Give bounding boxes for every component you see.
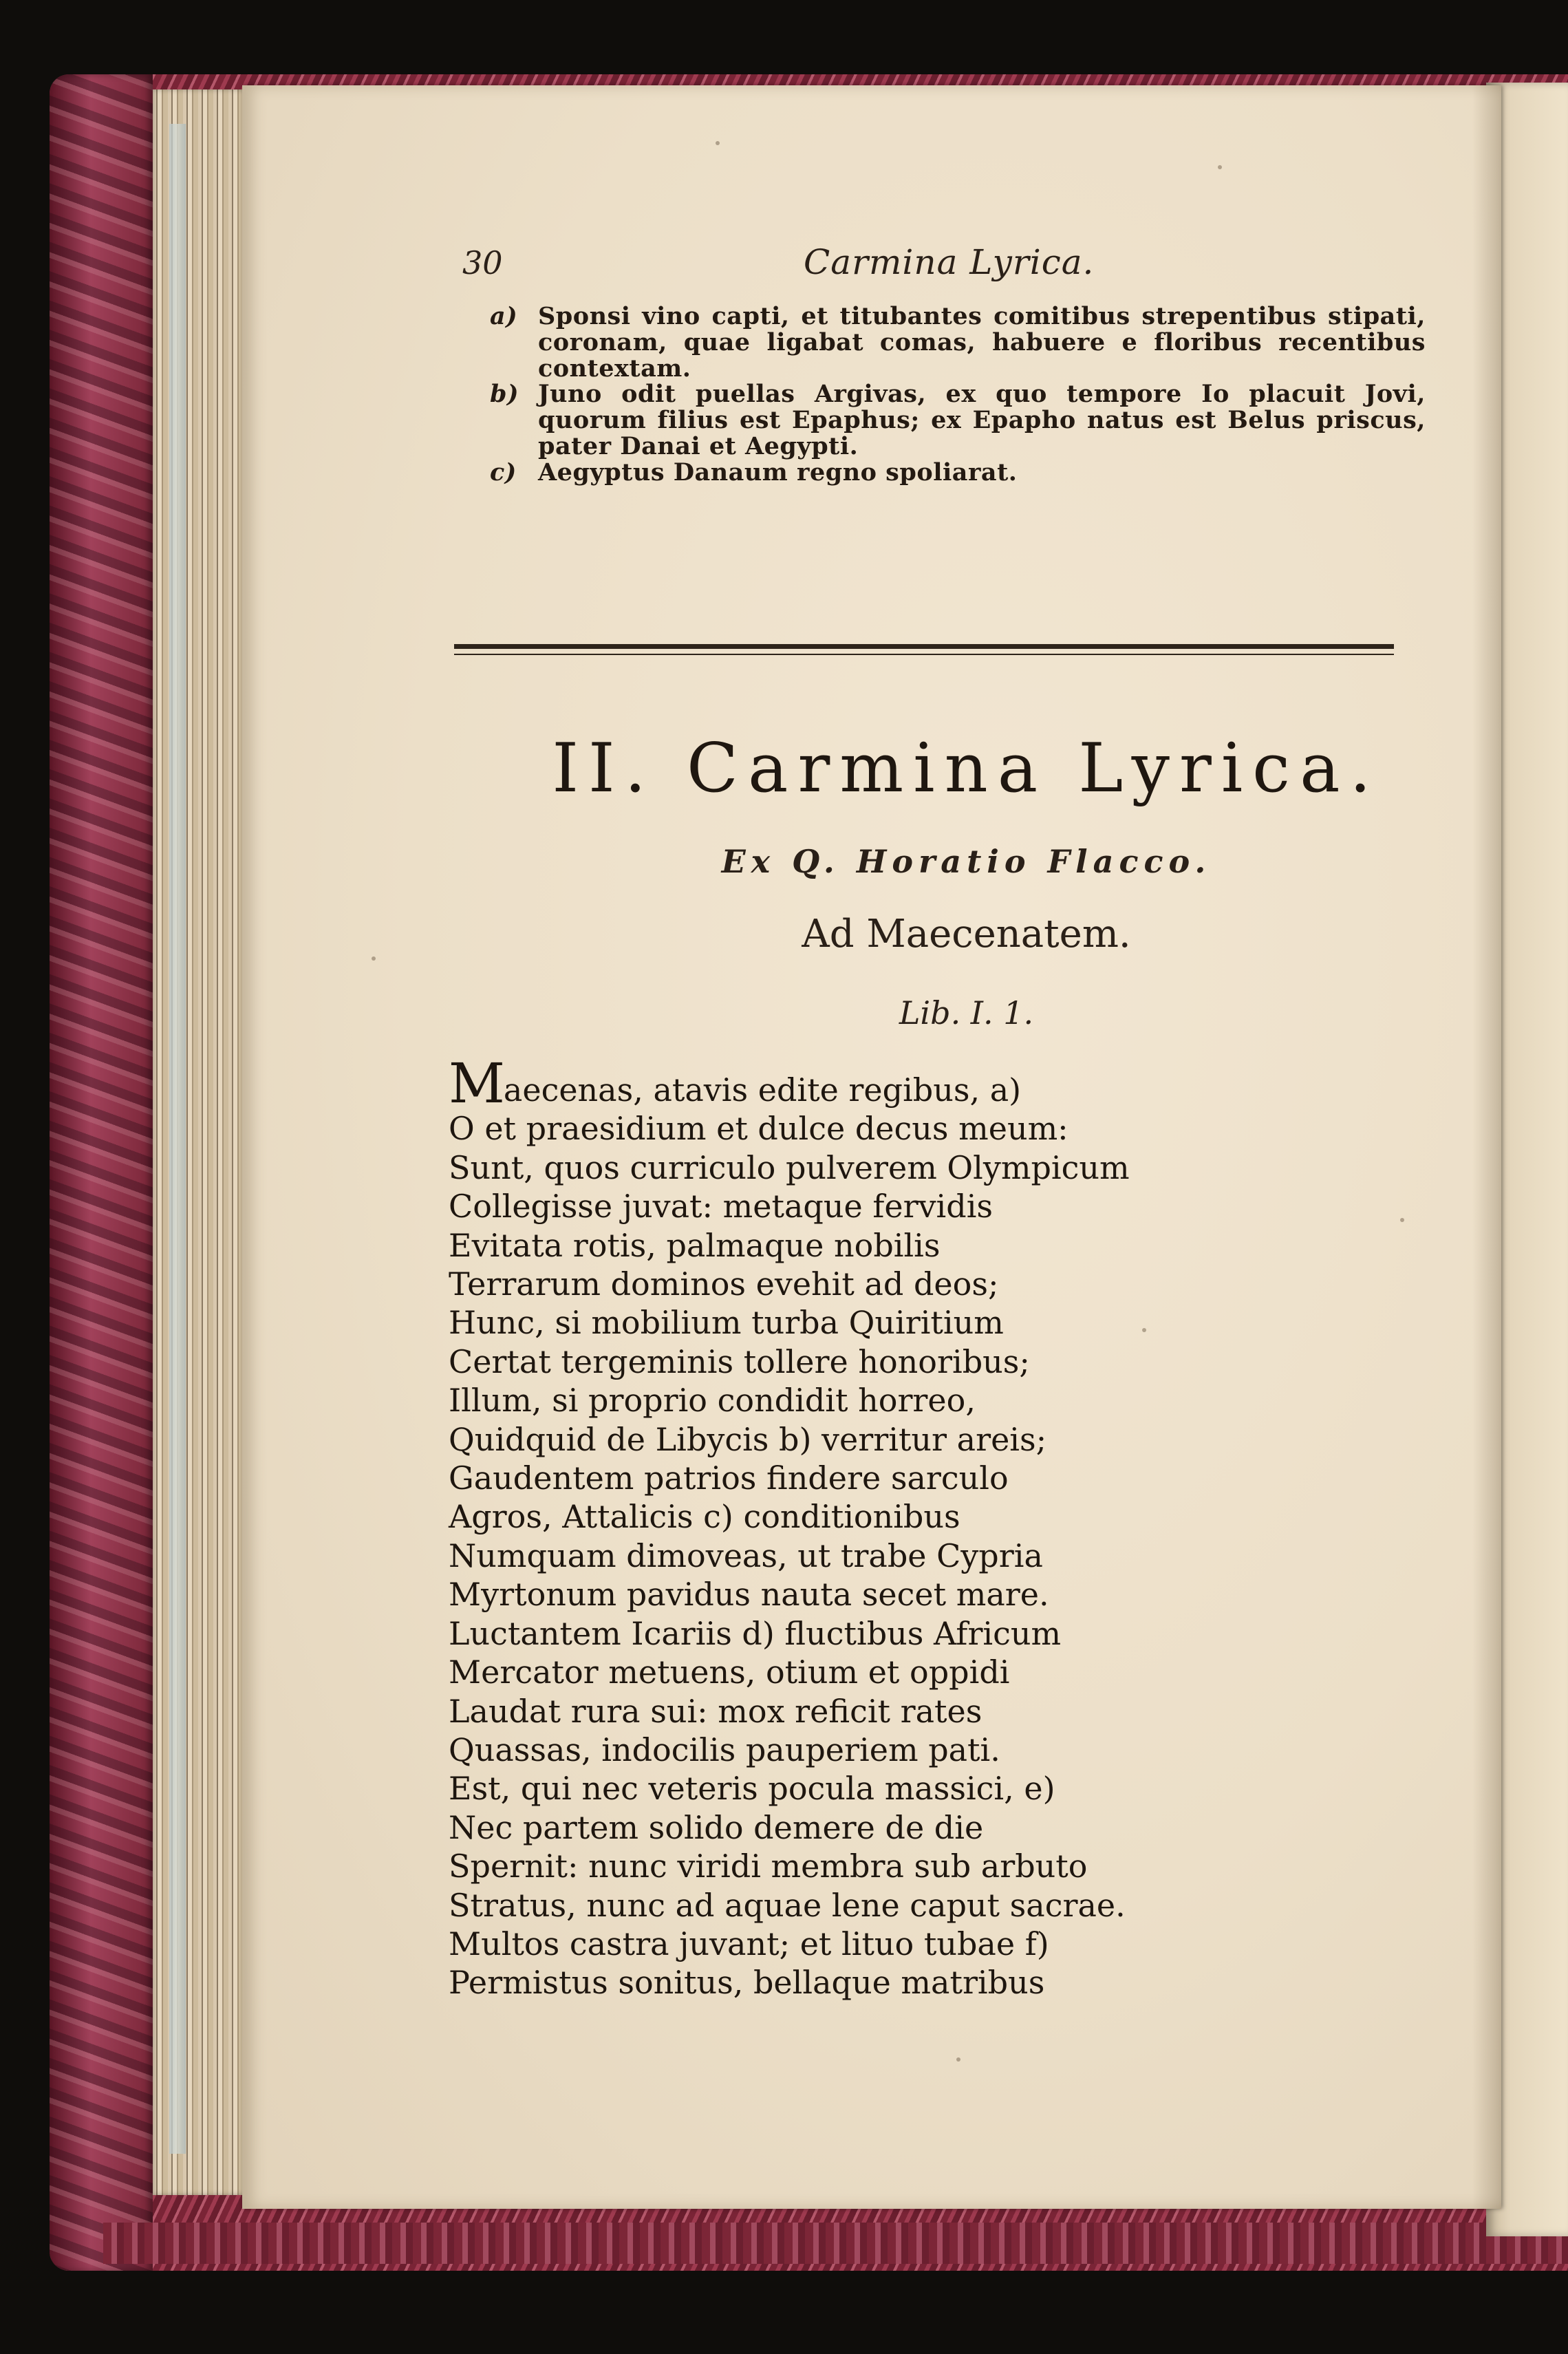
section-title: II. Carmina Lyrica. bbox=[552, 729, 1381, 808]
drop-cap: M bbox=[449, 1051, 504, 1115]
verse-line: Myrtonum pavidus nauta secet mare. bbox=[449, 1576, 1049, 1614]
verse-text: aecenas, atavis edite regibus, a) bbox=[503, 1071, 1022, 1109]
paper-speck bbox=[956, 2057, 960, 2062]
cover-spine-edge bbox=[50, 74, 153, 2271]
verse-line: Luctantem Icariis d) fluctibus Africum bbox=[449, 1614, 1062, 1652]
cover-bottom-edge bbox=[103, 2223, 1568, 2264]
footnote-label: b) bbox=[490, 380, 519, 409]
verse-line: Laudat rura sui: mox reficit rates bbox=[449, 1692, 982, 1730]
section-subtitle: Ex Q. Horatio Flacco. bbox=[721, 843, 1212, 880]
footnote-label: c) bbox=[490, 458, 517, 486]
footnotes bbox=[490, 303, 1426, 486]
verse-line bbox=[449, 1051, 1343, 1115]
paper-speck bbox=[1400, 1218, 1404, 1222]
verse-line: Terrarum dominos evehit ad deos; bbox=[449, 1265, 999, 1303]
footnote-text: Sponsi vino capti, et titubantes comitibus strepentibus stipati, coronam, quae ligabat comas, habuere e floribus recentibus contextam. bbox=[538, 302, 1426, 383]
running-title: Carmina Lyrica. bbox=[804, 242, 1095, 282]
page-gutter-shade bbox=[1472, 85, 1501, 2209]
footnote-b bbox=[490, 381, 1426, 459]
verse-line: Agros, Attalicis c) conditionibus bbox=[449, 1498, 960, 1536]
paper-speck bbox=[1218, 165, 1222, 169]
verse-line: Certat tergeminis tollere honoribus; bbox=[449, 1342, 1030, 1380]
footnote-c bbox=[490, 460, 1426, 486]
book-reference: Lib. I. 1. bbox=[899, 994, 1034, 1031]
verse-line: Gaudentem patrios findere sarculo bbox=[449, 1459, 1009, 1497]
verse-line: Hunc, si mobilium turba Quiritium bbox=[449, 1304, 1004, 1342]
section-rule bbox=[454, 644, 1394, 649]
verse-line: Sunt, quos curriculo pulverem Olympicum bbox=[449, 1148, 1130, 1186]
poem-dedication: Ad Maecenatem. bbox=[802, 912, 1131, 956]
footnote-text: Juno odit puellas Argivas, ex quo tempore Io placuit Jovi, quorum filius est Epaphus; ex Epapho natus est Belus priscus, pater Danai et Aegypti. bbox=[538, 380, 1426, 460]
verse-line: Numquam dimoveas, ut trabe Cypria bbox=[449, 1537, 1043, 1574]
footnote-a bbox=[490, 303, 1426, 381]
verse-line: Collegisse juvat: metaque fervidis bbox=[449, 1188, 994, 1226]
verse-line: Est, qui nec veteris pocula massici, e) bbox=[449, 1770, 1055, 1808]
verse-line: Mercator metuens, otium et oppidi bbox=[449, 1654, 1010, 1691]
verse-line: Permistus sonitus, bellaque matribus bbox=[449, 1964, 1045, 2002]
verse-line: Nec partem solido demere de die bbox=[449, 1808, 984, 1846]
verse-line: Evitata rotis, palmaque nobilis bbox=[449, 1226, 941, 1264]
page-number: 30 bbox=[462, 244, 503, 281]
section-rule-thin bbox=[454, 654, 1394, 655]
verse-line: O et praesidium et dulce decus meum: bbox=[449, 1110, 1068, 1148]
verse-line: Multos castra juvant; et lituo tubae f) bbox=[449, 1925, 1049, 1962]
footnote-label: a) bbox=[490, 302, 518, 330]
footnote-text: Aegyptus Danaum regno spoliarat. bbox=[538, 458, 1018, 486]
verse-line: Stratus, nunc ad aquae lene caput sacrae. bbox=[449, 1886, 1126, 1924]
paper-speck bbox=[716, 141, 720, 145]
verse-line: Spernit: nunc viridi membra sub arbuto bbox=[449, 1848, 1088, 1885]
poem-text bbox=[449, 1051, 1343, 2002]
verse-line: Quidquid de Libycis b) verritur areis; bbox=[449, 1420, 1047, 1458]
paper-speck bbox=[372, 956, 376, 961]
verse-line: Illum, si proprio condidit horreo, bbox=[449, 1382, 976, 1420]
page-block-tint bbox=[169, 124, 186, 2154]
verse-line: Quassas, indocilis pauperiem pati. bbox=[449, 1731, 1000, 1768]
